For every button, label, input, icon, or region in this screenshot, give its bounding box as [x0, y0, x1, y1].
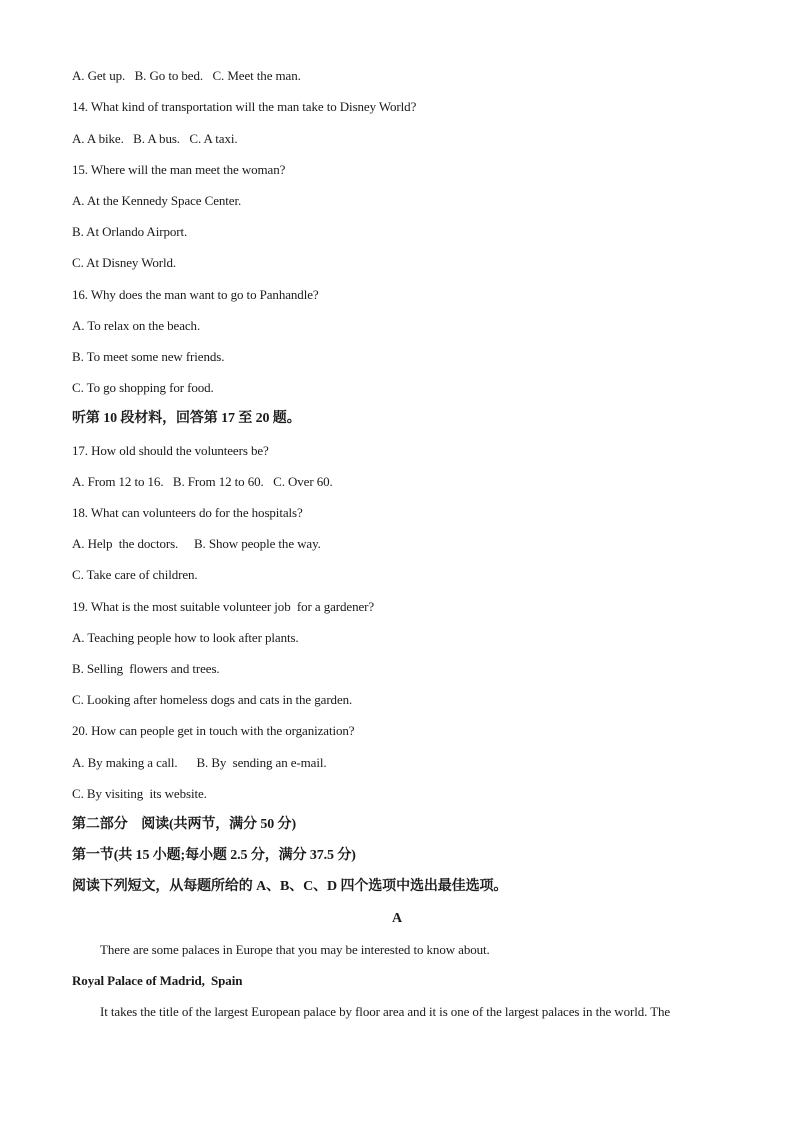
q18-option-c: C. Take care of children.	[72, 567, 198, 582]
part2-heading: 第二部分 阅读(共两节，满分 50 分)	[72, 817, 297, 832]
reading-instructions: 阅读下列短文，从每题所给的 A、B、C、D 四个选项中选出最佳选项。	[72, 879, 508, 894]
q20-option-c: C. By visiting its website.	[72, 786, 207, 801]
q18-options-ab: A. Help the doctors. B. Show people the way.	[72, 536, 321, 551]
q20-question: 20. How can people get in touch with the organization?	[72, 723, 355, 738]
q19-option-c: C. Looking after homeless dogs and cats in the garden.	[72, 692, 353, 707]
q13-options: A. Get up. B. Go to bed. C. Meet the man.	[72, 68, 301, 83]
section1-heading: 第一节(共 15 小题;每小题 2.5 分，满分 37.5 分)	[72, 848, 356, 863]
passage-intro: There are some palaces in Europe that you may be interested to know about.	[100, 942, 490, 957]
q15-question: 15. Where will the man meet the woman?	[72, 162, 286, 177]
q16-option-b: B. To meet some new friends.	[72, 349, 225, 364]
q14-options: A. A bike. B. A bus. C. A taxi.	[72, 131, 238, 146]
q19-question: 19. What is the most suitable volunteer job for a gardener?	[72, 599, 375, 614]
q15-option-c: C. At Disney World.	[72, 255, 177, 270]
q19-option-a: A. Teaching people how to look after plants.	[72, 630, 299, 645]
q14-question: 14. What kind of transportation will the man take to Disney World?	[72, 99, 417, 114]
q15-option-a: A. At the Kennedy Space Center.	[72, 193, 242, 208]
q17-options: A. From 12 to 16. B. From 12 to 60. C. Over 60.	[72, 474, 333, 489]
q16-option-c: C. To go shopping for food.	[72, 380, 214, 395]
q20-options-ab: A. By making a call. B. By sending an e-mail.	[72, 755, 327, 770]
passage-label: A	[391, 911, 402, 926]
q18-question: 18. What can volunteers do for the hospitals?	[72, 505, 303, 520]
passage-paragraph: It takes the title of the largest European palace by floor area and it is one of the largest palaces in the world. The	[100, 1004, 671, 1019]
passage-subheading: Royal Palace of Madrid, Spain	[72, 973, 243, 988]
q16-option-a: A. To relax on the beach.	[72, 318, 201, 333]
q17-question: 17. How old should the volunteers be?	[72, 443, 269, 458]
q15-option-b: B. At Orlando Airport.	[72, 224, 188, 239]
q19-option-b: B. Selling flowers and trees.	[72, 661, 220, 676]
section10-heading: 听第 10 段材料，回答第 17 至 20 题。	[72, 411, 301, 426]
q16-question: 16. Why does the man want to go to Panhandle?	[72, 287, 319, 302]
